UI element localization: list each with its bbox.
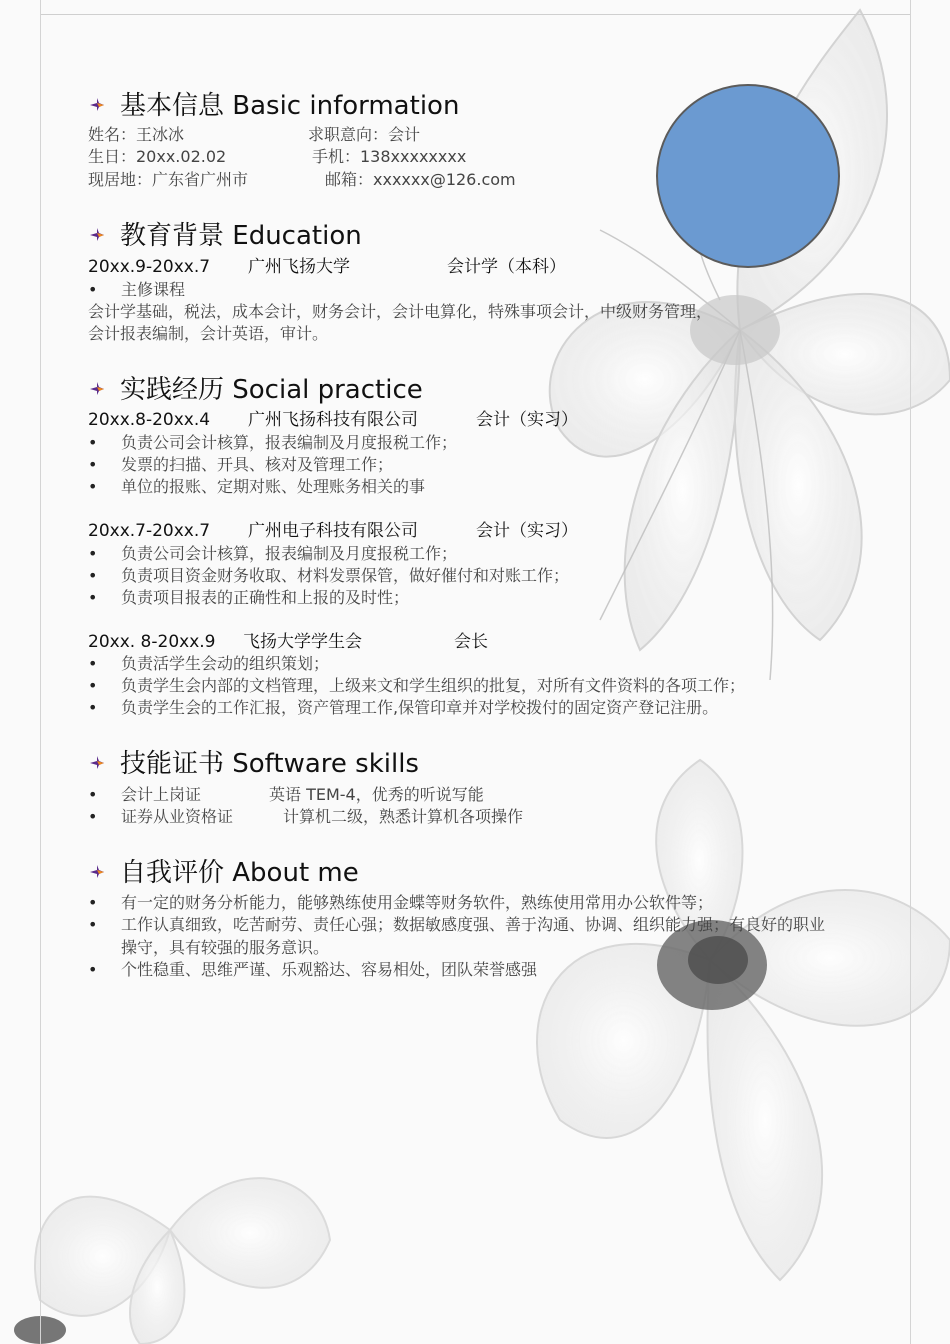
job-role: 会长 [454, 632, 488, 652]
section-bullet-icon [88, 861, 106, 879]
birth-field: 生日：20xx.02.02 [88, 147, 227, 166]
section-title-about [88, 853, 359, 887]
skill-right: 计算机二级，熟悉计算机各项操作 [283, 807, 524, 826]
edu-courses-line1: 会计学基础，税法，成本会计，财务会计，会计电算化，特殊事项会计，中级财务管理， [88, 302, 713, 321]
name-field: 姓名：王冰冰 [88, 125, 185, 144]
section-title-education [88, 216, 362, 250]
job-role: 会计（实习） [476, 521, 578, 541]
section-title-skills [88, 744, 419, 778]
edu-courses-line2: 会计报表编制，会计英语，审计。 [88, 324, 329, 343]
section-bullet-icon [88, 378, 106, 396]
about-item2-line2: 操守，具有较强的服务意识。 [121, 938, 330, 957]
section-title-text: 基本信息 Basic information [120, 90, 460, 121]
edu-school: 广州飞扬大学 [248, 257, 350, 277]
section-title-basic [88, 86, 459, 120]
avatar [656, 84, 840, 268]
job-org: 广州电子科技有限公司 [248, 521, 418, 541]
section-title-practice [88, 370, 423, 404]
location-field: 现居地：广东省广州市 [88, 170, 249, 189]
section-bullet-icon [88, 94, 106, 112]
job-role: 会计（实习） [476, 410, 578, 430]
job-org: 广州飞扬科技有限公司 [248, 410, 418, 430]
section-title-text: 自我评价 About me [120, 857, 359, 888]
job-period: 20xx.7-20xx.7 [88, 521, 211, 541]
section-title-text: 实践经历 Social practice [120, 374, 423, 405]
resume-content: 基本信息 Basic information 姓名：王冰冰 求职意向：会计 生日：20xx.02.02 手机：138xxxxxxxx 现居地：广东省广州市 邮箱：xxxxxx@126.com 教育背景 Education 20xx.9-20xx.7 广州飞扬大学 会计学（本科） • 主修课程 会计学基础，税法，成本会计，财务会计，会计电算化，特殊事项会计，中级财务管理， 会计报表编制，会计英语，审计。 实践经历 Social practice 20xx.8-20xx.4 广州飞扬科技有限公司 会计（实习） • 负责公司会计核算，报表编制及月度报税工作； • 发票的扫描、开具、核对及管理工作； • 单位的报账、定期对账、处理账务相关的事 20xx.7-20xx.7 广州电子科技有限公司 会计（实习） • 负责公司会计核算，报表编制及月度报税工作； • 负责项目资金财务收取、材料发票保管，做好催付和对账工作； • 负责项目报表的正确性和上报的及时性； 20xx. 8-20xx.9 飞扬大学学生会 会长 • 负责活学生会动的组织策划； • 负责学生会内部的文档管理，上级来文和学生组织的批复，对所有文件资料的各项工作； • 负责学生会的工作汇报，资产管理工作,保管印章并对学校拨付的固定资产登记注册。 技能证书 Software skills • 会计上岗证 英语 TEM-4，优秀的听说写能 • 证券从业资格证 计算机二级，熟悉计算机各项操作 自我评价 About me • 有一定的财务分析能力，能够熟练使用金蝶等财务软件，熟练使用常用办公软件等； • 工作认真细致，吃苦耐劳、责任心强；数据敏感度强、善于沟通、协调、组织能力强；有良好的职业 操守，具有较强的服务意识。 • 个性稳重、思维严谨、乐观豁达、容易相处，团队荣誉感强 [0, 0, 950, 1344]
section-title-text: 教育背景 Education [120, 220, 362, 251]
phone-field: 手机：138xxxxxxxx [312, 147, 467, 166]
job-org: 飞扬大学学生会 [243, 632, 362, 652]
job-period: 20xx.8-20xx.4 [88, 410, 211, 430]
job-period: 20xx. 8-20xx.9 [88, 632, 216, 652]
edu-major: 会计学（本科） [447, 257, 566, 277]
section-bullet-icon [88, 224, 106, 242]
section-bullet-icon [88, 752, 106, 770]
skill-right: 英语 TEM-4，优秀的听说写能 [269, 785, 484, 804]
edu-period: 20xx.9-20xx.7 [88, 257, 211, 277]
section-title-text: 技能证书 Software skills [120, 748, 419, 779]
email-field: 邮箱：xxxxxx@126.com [325, 170, 516, 189]
intent-field: 求职意向：会计 [308, 125, 421, 144]
